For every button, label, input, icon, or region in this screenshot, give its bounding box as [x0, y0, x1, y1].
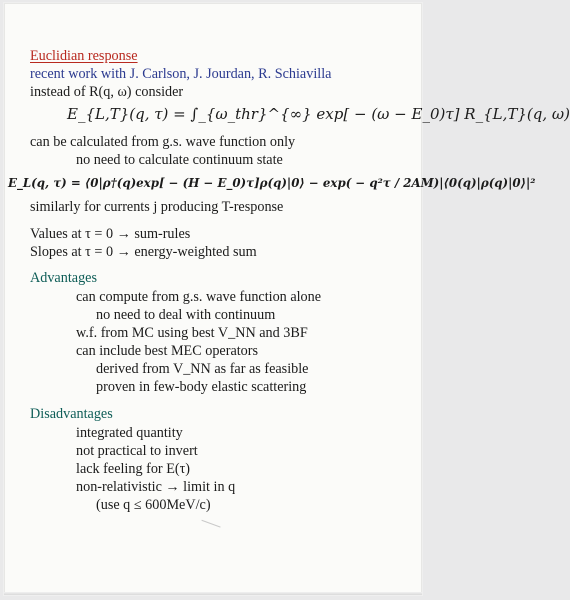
formula-2	[8, 174, 535, 192]
slide-bottom-edge	[4, 592, 422, 595]
continuum-line: no need to calculate continuum state	[76, 152, 283, 168]
slide-title: Euclidian response	[30, 48, 138, 64]
disadvantage-item: lack feeling for E(τ)	[76, 461, 191, 477]
advantage-item: can compute from g.s. wave function alone	[76, 289, 322, 305]
formula-1	[67, 105, 570, 123]
advantage-item: w.f. from MC using best V_NN and 3BF	[76, 325, 308, 341]
advantage-item: can include best MEC operators	[76, 343, 259, 359]
disadvantage-item: integrated quantity	[76, 425, 183, 441]
formula-2-text: E_L(q, τ) = ⟨0|ρ†(q)exp[ − (H − E_0)τ]ρ(q)|0⟩ − exp( − q²τ / 2AM)|⟨0(q)|ρ(q)|0⟩|²	[8, 176, 536, 190]
disadvantage-item: non-relativistic → limit in q	[76, 479, 236, 495]
advantage-item: no need to deal with continuum	[96, 307, 276, 323]
instead-line-text: instead of R(q, ω) consider	[30, 84, 184, 100]
calc-line: can be calculated from g.s. wave function only	[30, 134, 296, 150]
disadvantage-item: not practical to invert	[76, 443, 198, 459]
intro-line: recent work with J. Carlson, J. Jourdan, R. Schiavilla	[30, 66, 332, 82]
formula-1-text: E_{L,T}(q, τ) = ∫_{ω_thr}^{∞} exp[ − (ω − E_0)τ] R_{L,T}(q, ω)	[67, 105, 570, 123]
advantages-heading: Advantages	[30, 270, 97, 286]
disadvantage-item: (use q ≤ 600MeV/c)	[96, 497, 211, 513]
advantage-item: derived from V_NN as far as feasible	[96, 361, 309, 377]
values-line: Values at τ = 0 → sum-rules	[30, 226, 191, 242]
slide-page	[4, 3, 570, 595]
disadvantages-heading: Disadvantages	[30, 406, 113, 422]
advantage-item: proven in few-body elastic scattering	[96, 379, 307, 395]
slopes-line: Slopes at τ = 0 → energy-weighted sum	[30, 244, 257, 260]
similarly-line: similarly for currents j producing T-response	[30, 199, 284, 215]
instead-line	[30, 83, 183, 101]
pen-mark	[199, 520, 220, 533]
